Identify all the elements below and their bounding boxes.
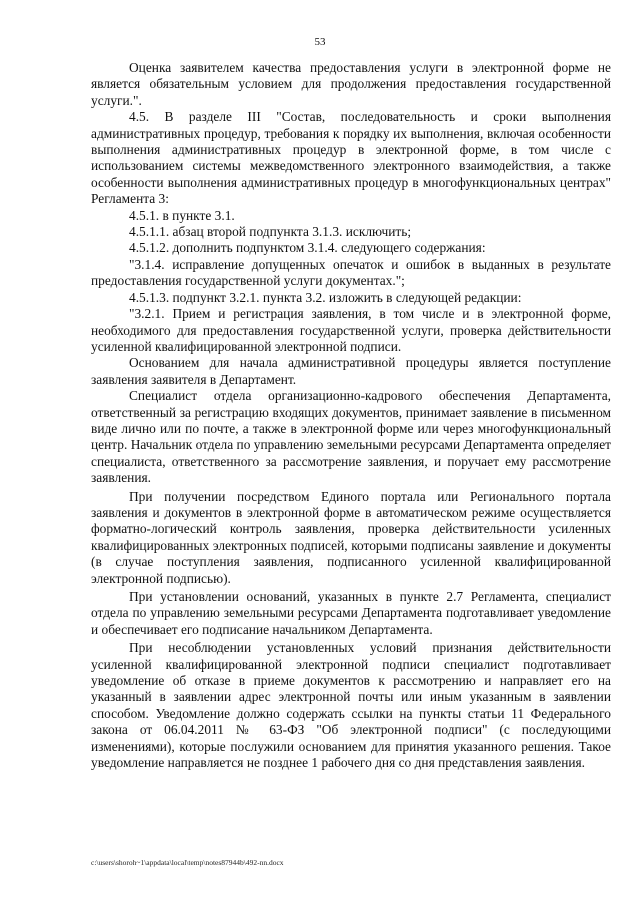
paragraph: 4.5.1.2. дополнить подпунктом 3.1.4. следующего содержания: <box>129 240 486 256</box>
paragraph: "3.1.4. исправление допущенных опечаток и ошибок в выданных в результате предоставления государственной услуги документах."; <box>91 256 611 289</box>
paragraph: "3.2.1. Прием и регистрация заявления, в том числе и в электронной форме, необходимого для предоставления государственной услуги, проверка действительности усиленной квалифицированной электронной подписи. <box>91 306 611 354</box>
paragraph: 4.5. В разделе III "Состав, последовательность и сроки выполнения административных процедур, требования к порядку их выполнения, включая особенности выполнения административных процедур в электронной форме, в том числе с использованием системы межведомственного электронного взаимодействия, а также особенности выполнения административных процедур в многофункциональных центрах" Регламента 3: <box>91 109 611 207</box>
paragraph: При получении посредством Единого портала или Регионального портала заявления и документов в электронной форме в автоматическом режиме осуществляется форматно-логический контроль заявления, проверка действительности усиленных квалифицированных электронных подписей, которыми подписаны заявление и документы (в случае поступления заявления, подписанного усиленной квалифицированной электронной подписью). <box>91 488 611 586</box>
page-number: 53 <box>314 36 326 48</box>
file-path-footer: c:\users\shoroh~1\appdata\local\temp\notes87944b\492-nn.docx <box>91 858 284 867</box>
document-body <box>91 60 611 771</box>
paragraph: Специалист отдела организационно-кадрового обеспечения Департамента, ответственный за регистрацию входящих документов, принимает заявление в письменном виде лично или по почте, а также в электронной форме или через многофункциональный центр. Начальник отдела по управлению земельными ресурсами Департамента определяет специалиста, ответственного за рассмотрение заявления, и поручает ему рассмотрение заявления. <box>91 388 611 486</box>
paragraph: 4.5.1. в пункте 3.1. <box>129 207 235 223</box>
paragraph: Основанием для начала административной процедуры является поступление заявления заявителя в Департамент. <box>91 355 611 387</box>
paragraph: При установлении оснований, указанных в пункте 2.7 Регламента, специалист отдела по управлению земельными ресурсами Департамента подготавливает уведомление и обеспечивает его подписание начальником Департамента. <box>91 589 611 637</box>
paragraph: 4.5.1.1. абзац второй подпункта 3.1.3. исключить; <box>129 224 412 240</box>
paragraph: 4.5.1.3. подпункт 3.2.1. пункта 3.2. изложить в следующей редакции: <box>129 289 522 305</box>
paragraph: При несоблюдении установленных условий признания действительности усиленной квалифицированной электронной подписи специалист подготавливает уведомление об отказе в приеме документов к рассмотрению и направляет его на указанный в заявлении адрес электронной почты или иным указанным в заявлении способом. Уведомление должно содержать ссылки на пункты статьи 11 Федерального закона от 06.04.2011 № 63-ФЗ "Об электронной подписи" (с последующими изменениями), которые послужили основанием для принятия указанного решения. Такое уведомление направляется не позднее 1 рабочего дня со дня представления заявления. <box>91 640 611 771</box>
paragraph: Оценка заявителем качества предоставления услуги в электронной форме не является обязательным условием для продолжения предоставления государственной услуги.". <box>91 60 611 108</box>
